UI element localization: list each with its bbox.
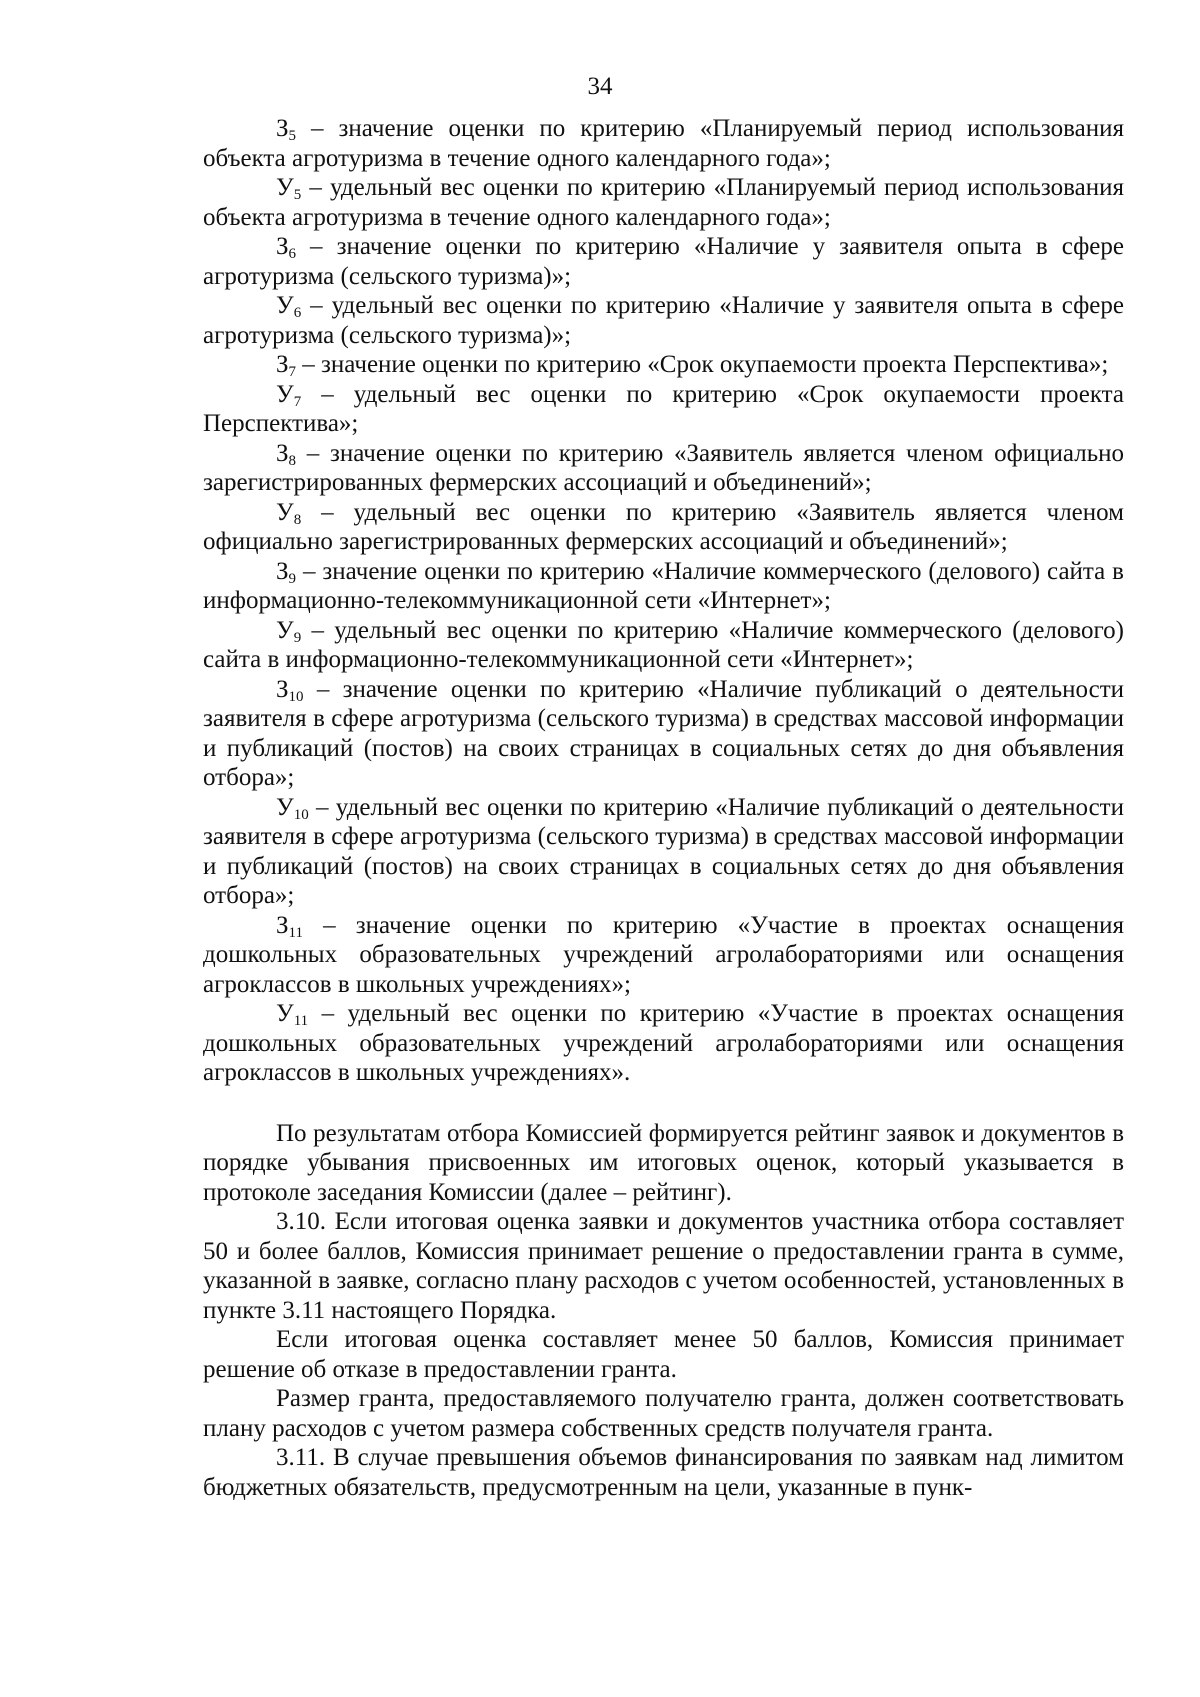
criterion-text: – удельный вес оценки по критерию «Наличие коммерческого (делового) сайта в информационно-телекоммуникационной сети «Интернет»;	[203, 616, 1124, 673]
criterion-u11	[203, 999, 1124, 1088]
criterion-z5	[203, 114, 1124, 173]
paragraph-spacer	[203, 1088, 1124, 1119]
refusal-paragraph: Если итоговая оценка составляет менее 50 баллов, Комиссия принимает решение об отказе в предоставлении гранта.	[203, 1326, 1124, 1383]
criterion-letter: У	[276, 174, 294, 201]
criterion-index: 6	[293, 305, 302, 321]
clause-3-10: 3.10. Если итоговая оценка заявки и документов участника отбора составляет 50 и более баллов, Комиссия принимает решение о предоставлении гранта в сумме, указанной в заявке, согласно плану расходов с учетом особенностей, установленных в пункте 3.11 настоящего Порядка.	[203, 1208, 1124, 1324]
criterion-index: 11	[288, 924, 303, 941]
criterion-text: – значение оценки по критерию «Наличие коммерческого (делового) сайта в информационно-телекоммуникационной сети «Интернет»;	[203, 557, 1124, 614]
criterion-u10	[203, 793, 1124, 911]
criterion-index: 6	[288, 246, 297, 262]
criterion-z9	[203, 557, 1124, 616]
criterion-letter: У	[276, 616, 294, 644]
criterion-letter: У	[276, 793, 294, 821]
criterion-text: – удельный вес оценки по критерию «Планируемый период использования объекта агротуризма в течение одного календарного года»;	[203, 174, 1124, 231]
criterion-letter: З	[276, 439, 289, 467]
criterion-index: 9	[293, 629, 302, 646]
document-body	[203, 114, 1124, 1502]
criterion-u5	[203, 173, 1124, 232]
criterion-text: – удельный вес оценки по критерию «Наличие публикаций о деятельности заявителя в сфере агротуризма (сельского туризма) в средствах массовой информации и публикаций (постов) на своих страницах в социальных сетях до дня объявления отбора»;	[203, 793, 1124, 909]
criterion-z8	[203, 439, 1124, 498]
criterion-index: 5	[288, 128, 297, 144]
criterion-z6	[203, 232, 1124, 291]
criterion-text: – значение оценки по критерию «Наличие публикаций о деятельности заявителя в сфере агротуризма (сельского туризма) в средствах массовой информации и публикаций (постов) на своих страницах в социальных сетях до дня объявления отбора»;	[203, 675, 1124, 791]
criterion-u9	[203, 616, 1124, 675]
criterion-letter: З	[276, 351, 289, 378]
criterion-index: 5	[293, 187, 302, 203]
criterion-letter: З	[276, 115, 289, 142]
criterion-letter: З	[276, 911, 289, 939]
criterion-letter: З	[276, 557, 289, 585]
criterion-text: – удельный вес оценки по критерию «Заявитель является членом официально зарегистрированных фермерских ассоциаций и объединений»;	[203, 498, 1124, 555]
criterion-letter: У	[276, 498, 294, 526]
criterion-u7	[203, 380, 1124, 439]
criterion-letter: З	[276, 675, 289, 703]
criterion-text: – значение оценки по критерию «Участие в проектах оснащения дошкольных образовательных учреждений агролабораториями или оснащения агроклассов в школьных учреждениях»;	[203, 911, 1124, 998]
criterion-z11	[203, 911, 1124, 1000]
criterion-letter: У	[276, 292, 294, 319]
criterion-text: – значение оценки по критерию «Срок окупаемости проекта Перспектива»;	[296, 351, 1109, 378]
criterion-u8	[203, 498, 1124, 557]
criterion-index: 8	[293, 511, 302, 528]
page-number: 34	[587, 73, 613, 100]
criterion-index: 10	[288, 688, 304, 705]
criterion-letter: У	[276, 380, 294, 408]
criterion-letter: У	[276, 1000, 294, 1027]
criterion-index: 8	[288, 452, 297, 469]
criterion-index: 7	[288, 364, 297, 380]
criterion-letter: З	[276, 233, 289, 260]
criterion-index: 7	[293, 393, 302, 410]
clause-3-11: 3.11. В случае превышения объемов финансирования по заявкам над лимитом бюджетных обязательств, предусмотренным на цели, указанные в пунк-	[203, 1444, 1124, 1501]
rating-paragraph: По результатам отбора Комиссией формируется рейтинг заявок и документов в порядке убывания присвоенных им итоговых оценок, который указывается в протоколе заседания Комиссии (далее – рейтинг).	[203, 1119, 1124, 1206]
criterion-text: – значение оценки по критерию «Заявитель является членом официально зарегистрированных фермерских ассоциаций и объединений»;	[203, 439, 1124, 496]
criterion-z10	[203, 675, 1124, 793]
criterion-index: 9	[288, 570, 297, 587]
criterion-text: – значение оценки по критерию «Наличие у заявителя опыта в сфере агротуризма (сельского туризма)»;	[203, 233, 1124, 290]
grant-size-paragraph: Размер гранта, предоставляемого получателю гранта, должен соответствовать плану расходов с учетом размера собственных средств получателя гранта.	[203, 1385, 1124, 1442]
criterion-text: – удельный вес оценки по критерию «Срок окупаемости проекта Перспектива»;	[203, 380, 1124, 437]
criterion-text: – значение оценки по критерию «Планируемый период использования объекта агротуризма в течение одного календарного года»;	[203, 115, 1124, 172]
criterion-index: 11	[293, 1013, 309, 1029]
criterion-z7	[203, 350, 1124, 380]
criterion-text: – удельный вес оценки по критерию «Наличие у заявителя опыта в сфере агротуризма (сельского туризма)»;	[203, 292, 1124, 349]
criterion-text: – удельный вес оценки по критерию «Участие в проектах оснащения дошкольных образовательных учреждений агролабораториями или оснащения агроклассов в школьных учреждениях».	[203, 1000, 1124, 1086]
criterion-index: 10	[293, 806, 309, 823]
criterion-u6	[203, 291, 1124, 350]
